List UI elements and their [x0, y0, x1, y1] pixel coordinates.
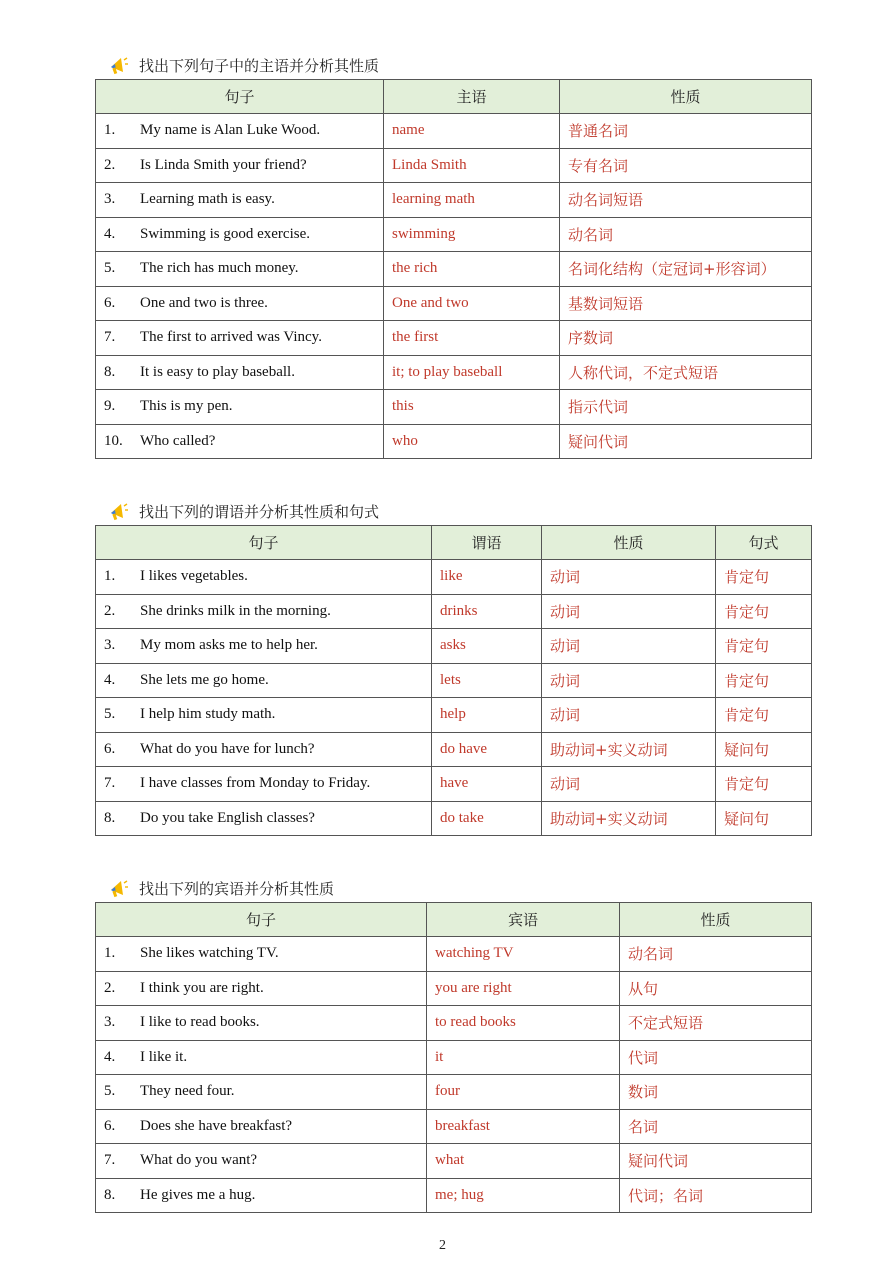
- row-number: 5.: [104, 260, 116, 277]
- sentence-cell: [96, 390, 384, 425]
- row-number: 4.: [104, 225, 116, 242]
- row-number: 7.: [104, 329, 116, 346]
- sentence-cell: [96, 560, 432, 595]
- sentence-cell: [96, 114, 384, 149]
- predicate-cell: have: [432, 767, 542, 802]
- subject-cell: Linda Smith: [384, 148, 560, 183]
- row-number: 5.: [104, 706, 116, 723]
- property-cell: 代词: [620, 1040, 812, 1075]
- sentence-text: She drinks milk in the morning.: [140, 602, 331, 619]
- predicate-cell: like: [432, 560, 542, 595]
- object-cell: to read books: [427, 1006, 620, 1041]
- column-header: 性质: [542, 526, 716, 560]
- property-cell: 序数词: [560, 321, 812, 356]
- object-section: [95, 876, 811, 1213]
- section-title: [95, 876, 811, 902]
- row-number: 2.: [104, 156, 116, 173]
- sentence-text: I help him study math.: [140, 706, 276, 723]
- table-row: [96, 321, 812, 356]
- sentence-text: The first to arrived was Vincy.: [140, 329, 322, 346]
- subject-cell: the rich: [384, 252, 560, 287]
- object-table: [95, 902, 812, 1213]
- column-header: 谓语: [432, 526, 542, 560]
- section-title: [95, 499, 811, 525]
- sentence-cell: [96, 183, 384, 218]
- row-number: 7.: [104, 1152, 116, 1169]
- predicate-cell: asks: [432, 629, 542, 664]
- sentence-cell: [96, 1075, 427, 1110]
- table-row: [96, 390, 812, 425]
- predicate-table: [95, 525, 812, 836]
- row-number: 6.: [104, 1117, 116, 1134]
- subject-cell: name: [384, 114, 560, 149]
- object-cell: what: [427, 1144, 620, 1179]
- sentence-cell: [96, 801, 432, 836]
- sentence-cell: [96, 629, 432, 664]
- object-cell: watching TV: [427, 937, 620, 972]
- property-cell: 动名词短语: [560, 183, 812, 218]
- property-cell: 助动词+实义动词: [542, 801, 716, 836]
- predicate-cell: do have: [432, 732, 542, 767]
- column-header: 句子: [96, 526, 432, 560]
- table-row: [96, 148, 812, 183]
- subject-cell: this: [384, 390, 560, 425]
- subject-table: [95, 79, 812, 459]
- property-cell: 普通名词: [560, 114, 812, 149]
- property-cell: 疑问代词: [620, 1144, 812, 1179]
- property-cell: 动名词: [560, 217, 812, 252]
- row-number: 8.: [104, 809, 116, 826]
- sentence-text: I think you are right.: [140, 979, 264, 996]
- sentence-cell: [96, 698, 432, 733]
- row-number: 9.: [104, 398, 116, 415]
- sentence-text: What do you want?: [140, 1152, 258, 1169]
- row-number: 2.: [104, 979, 116, 996]
- table-row: [96, 252, 812, 287]
- sentence-text: He gives me a hug.: [140, 1186, 256, 1203]
- property-cell: 疑问代词: [560, 424, 812, 459]
- page-number: 2: [439, 1238, 446, 1253]
- sentence-cell: [96, 1109, 427, 1144]
- row-number: 1.: [104, 122, 116, 139]
- property-cell: 助动词+实义动词: [542, 732, 716, 767]
- object-cell: me; hug: [427, 1178, 620, 1213]
- row-number: 1.: [104, 945, 116, 962]
- property-cell: 专有名词: [560, 148, 812, 183]
- row-number: 8.: [104, 1186, 116, 1203]
- predicate-cell: drinks: [432, 594, 542, 629]
- subject-section: [95, 53, 811, 459]
- table-row: [96, 971, 812, 1006]
- sentence-text: I like to read books.: [140, 1014, 260, 1031]
- subject-cell: swimming: [384, 217, 560, 252]
- row-number: 3.: [104, 191, 116, 208]
- row-number: 4.: [104, 1048, 116, 1065]
- predicate-cell: do take: [432, 801, 542, 836]
- object-cell: it: [427, 1040, 620, 1075]
- sentence-cell: [96, 355, 384, 390]
- predicate-cell: help: [432, 698, 542, 733]
- table-row: [96, 629, 812, 664]
- sentence-type-cell: 肯定句: [716, 663, 812, 698]
- sentence-type-cell: 肯定句: [716, 767, 812, 802]
- table-row: [96, 1006, 812, 1041]
- property-cell: 动名词: [620, 937, 812, 972]
- property-cell: 动词: [542, 663, 716, 698]
- column-header: 句子: [96, 80, 384, 114]
- table-row: [96, 1144, 812, 1179]
- sentence-type-cell: 肯定句: [716, 594, 812, 629]
- table-row: [96, 698, 812, 733]
- table-row: [96, 217, 812, 252]
- predicate-cell: lets: [432, 663, 542, 698]
- sentence-text: My mom asks me to help her.: [140, 637, 318, 654]
- object-cell: four: [427, 1075, 620, 1110]
- sentence-cell: [96, 663, 432, 698]
- sentence-text: Does she have breakfast?: [140, 1117, 293, 1134]
- sentence-type-cell: 疑问句: [716, 801, 812, 836]
- sentence-cell: [96, 286, 384, 321]
- sentence-text: She lets me go home.: [140, 671, 269, 688]
- row-number: 4.: [104, 671, 116, 688]
- sentence-cell: [96, 217, 384, 252]
- subject-cell: it; to play baseball: [384, 355, 560, 390]
- row-number: 5.: [104, 1083, 116, 1100]
- property-cell: 不定式短语: [620, 1006, 812, 1041]
- subject-cell: One and two: [384, 286, 560, 321]
- row-number: 3.: [104, 1014, 116, 1031]
- property-cell: 基数词短语: [560, 286, 812, 321]
- column-header: 性质: [560, 80, 812, 114]
- table-row: [96, 732, 812, 767]
- table-row: [96, 767, 812, 802]
- table-row: [96, 1075, 812, 1110]
- sentence-cell: [96, 148, 384, 183]
- table-row: [96, 114, 812, 149]
- sentence-text: This is my pen.: [140, 398, 233, 415]
- sentence-cell: [96, 971, 427, 1006]
- property-cell: 人称代词，不定式短语: [560, 355, 812, 390]
- row-number: 8.: [104, 363, 116, 380]
- sentence-text: What do you have for lunch?: [140, 740, 315, 757]
- sentence-text: Learning math is easy.: [140, 191, 275, 208]
- property-cell: 代词；名词: [620, 1178, 812, 1213]
- sentence-text: Is Linda Smith your friend?: [140, 156, 307, 173]
- property-cell: 动词: [542, 767, 716, 802]
- sentence-text: I have classes from Monday to Friday.: [140, 775, 371, 792]
- sentence-text: One and two is three.: [140, 294, 268, 311]
- property-cell: 动词: [542, 698, 716, 733]
- predicate-section: [95, 499, 811, 836]
- column-header: 句式: [716, 526, 812, 560]
- row-number: 6.: [104, 294, 116, 311]
- property-cell: 动词: [542, 560, 716, 595]
- property-cell: 指示代词: [560, 390, 812, 425]
- table-row: [96, 355, 812, 390]
- table-header-row: [96, 526, 812, 560]
- sentence-type-cell: 肯定句: [716, 560, 812, 595]
- property-cell: 名词: [620, 1109, 812, 1144]
- sentence-cell: [96, 767, 432, 802]
- section-title-text: 找出下列的宾语并分析其性质: [139, 880, 335, 898]
- sentence-cell: [96, 1040, 427, 1075]
- table-row: [96, 594, 812, 629]
- megaphone-icon: [107, 878, 129, 900]
- sentence-type-cell: 肯定句: [716, 698, 812, 733]
- table-header-row: [96, 80, 812, 114]
- table-row: [96, 801, 812, 836]
- subject-cell: who: [384, 424, 560, 459]
- table-row: [96, 1040, 812, 1075]
- table-row: [96, 286, 812, 321]
- column-header: 主语: [384, 80, 560, 114]
- sentence-text: I likes vegetables.: [140, 568, 248, 585]
- sentence-text: She likes watching TV.: [140, 945, 279, 962]
- row-number: 6.: [104, 740, 116, 757]
- subject-cell: learning math: [384, 183, 560, 218]
- column-header: 宾语: [427, 903, 620, 937]
- property-cell: 动词: [542, 594, 716, 629]
- megaphone-icon: [107, 501, 129, 523]
- row-number: 7.: [104, 775, 116, 792]
- row-number: 1.: [104, 568, 116, 585]
- property-cell: 名词化结构（定冠词+形容词）: [560, 252, 812, 287]
- sentence-text: Do you take English classes?: [140, 809, 315, 826]
- sentence-cell: [96, 937, 427, 972]
- row-number: 3.: [104, 637, 116, 654]
- table-row: [96, 1178, 812, 1213]
- sentence-cell: [96, 252, 384, 287]
- table-row: [96, 663, 812, 698]
- section-title-text: 找出下列句子中的主语并分析其性质: [139, 57, 380, 75]
- sentence-type-cell: 肯定句: [716, 629, 812, 664]
- property-cell: 动词: [542, 629, 716, 664]
- sentence-cell: [96, 1178, 427, 1213]
- row-number: 2.: [104, 602, 116, 619]
- sentence-text: Swimming is good exercise.: [140, 225, 310, 242]
- sentence-text: It is easy to play baseball.: [140, 363, 295, 380]
- object-cell: breakfast: [427, 1109, 620, 1144]
- sentence-cell: [96, 1144, 427, 1179]
- sentence-cell: [96, 732, 432, 767]
- sentence-cell: [96, 594, 432, 629]
- table-row: [96, 560, 812, 595]
- sentence-cell: [96, 321, 384, 356]
- object-cell: you are right: [427, 971, 620, 1006]
- column-header: 句子: [96, 903, 427, 937]
- column-header: 性质: [620, 903, 812, 937]
- property-cell: 数词: [620, 1075, 812, 1110]
- sentence-text: My name is Alan Luke Wood.: [140, 122, 321, 139]
- table-row: [96, 424, 812, 459]
- megaphone-icon: [107, 55, 129, 77]
- table-row: [96, 937, 812, 972]
- section-title: [95, 53, 811, 79]
- sentence-text: The rich has much money.: [140, 260, 299, 277]
- property-cell: 从句: [620, 971, 812, 1006]
- table-row: [96, 1109, 812, 1144]
- subject-cell: the first: [384, 321, 560, 356]
- table-header-row: [96, 903, 812, 937]
- row-number: 10.: [104, 432, 123, 449]
- sentence-text: They need four.: [140, 1083, 235, 1100]
- table-row: [96, 183, 812, 218]
- section-title-text: 找出下列的谓语并分析其性质和句式: [139, 503, 380, 521]
- sentence-cell: [96, 424, 384, 459]
- sentence-cell: [96, 1006, 427, 1041]
- sentence-text: Who called?: [140, 432, 216, 449]
- sentence-type-cell: 疑问句: [716, 732, 812, 767]
- sentence-text: I like it.: [140, 1048, 188, 1065]
